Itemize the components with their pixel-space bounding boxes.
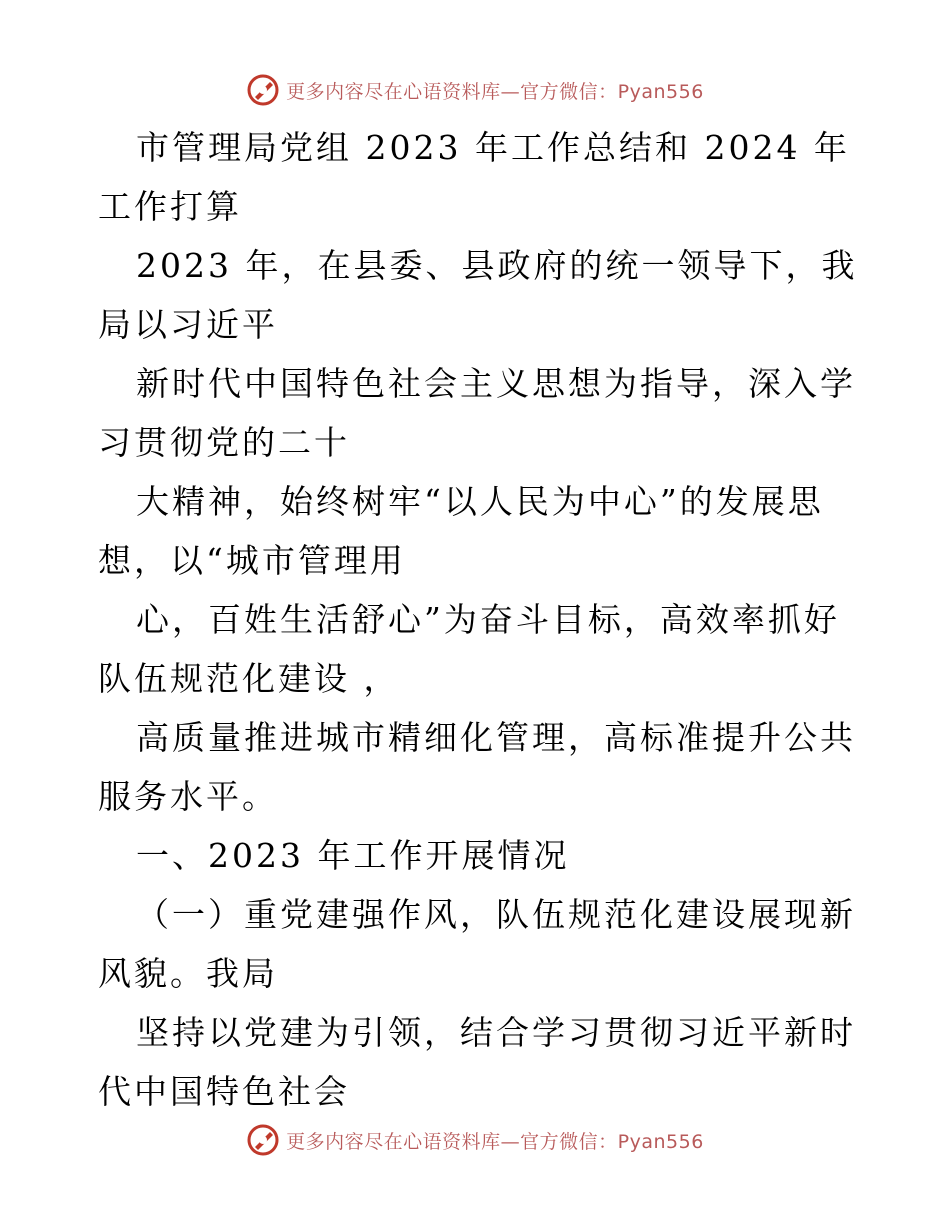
- body-paragraph: 市管理局党组 2023 年工作总结和 2024 年工作打算: [98, 128, 850, 226]
- header-banner-text: 更多内容尽在心语资料库—官方微信：Pyan556: [286, 80, 704, 103]
- document-body: [98, 118, 858, 1121]
- footer-banner: [0, 1120, 950, 1160]
- body-paragraph: 心，百姓生活舒心”为奋斗目标，高效率抓好队伍规范化建设 ，: [98, 600, 840, 698]
- body-paragraph: 高质量推进城市精细化管理，高标准提升公共服务水平。: [98, 718, 856, 816]
- body-paragraph: 坚持以党建为引领，结合学习贯彻习近平新时代中国特色社会: [98, 1013, 856, 1111]
- header-wechat-id: Pyan556: [617, 80, 704, 103]
- brand-logo-icon: [246, 1123, 280, 1157]
- header-banner: [0, 70, 950, 110]
- body-paragraph: 2023 年，在县委、县政府的统一领导下，我局以习近平: [98, 246, 858, 344]
- footer-wechat-id: Pyan556: [617, 1130, 704, 1153]
- footer-banner-text: 更多内容尽在心语资料库—官方微信：Pyan556: [286, 1130, 704, 1153]
- body-paragraph: （一）重党建强作风，队伍规范化建设展现新风貌。我局: [98, 895, 856, 993]
- brand-logo-icon: [246, 73, 280, 107]
- body-paragraph: 新时代中国特色社会主义思想为指导，深入学习贯彻党的二十: [98, 364, 856, 462]
- section-heading: 一、2023 年工作开展情况: [136, 836, 570, 875]
- body-paragraph: 大精神，始终树牢“以人民为中心”的发展思想，以“城市管理用: [98, 482, 824, 580]
